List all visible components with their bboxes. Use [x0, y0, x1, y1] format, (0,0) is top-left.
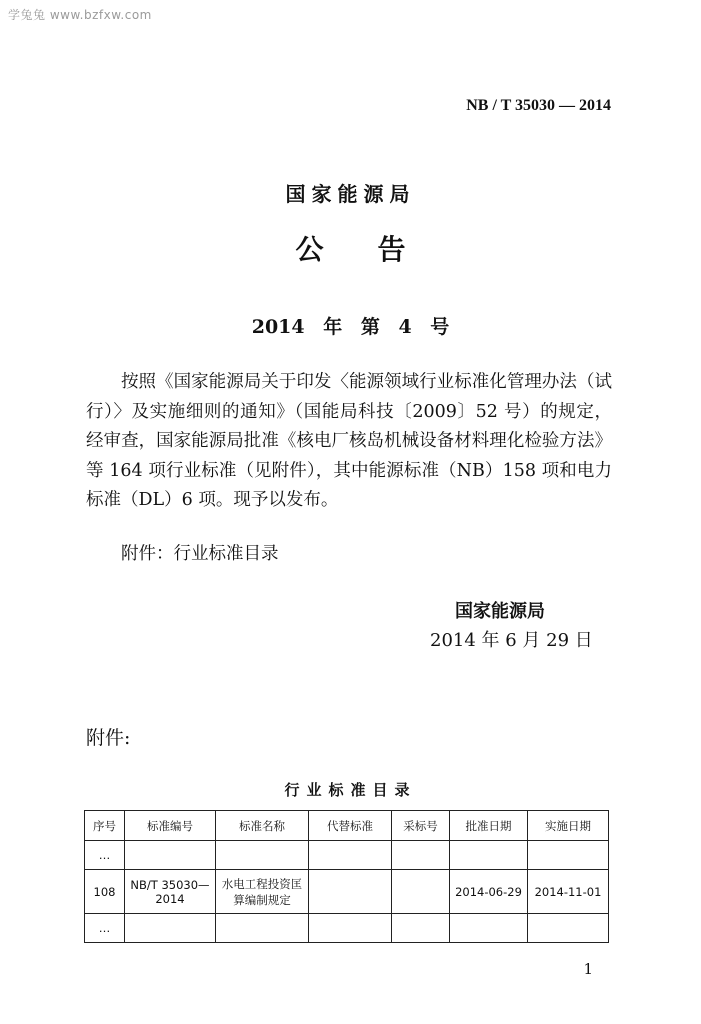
cell-name [216, 841, 309, 870]
table-title: 行业标准目录 [284, 781, 417, 799]
cell-code [125, 914, 216, 943]
col-header-name: 标准名称 [216, 811, 309, 841]
attachment-heading: 附件: [86, 727, 131, 749]
table-header-row [85, 811, 609, 841]
notice-number: 2014 年 第 4 号 [251, 316, 450, 338]
cell-replaces [309, 841, 392, 870]
cell-approval-date: 2014-06-29 [450, 870, 528, 914]
cell-replaces [309, 914, 392, 943]
signature-org: 国家能源局 [455, 601, 545, 622]
page-number: 1 [583, 960, 593, 978]
table-row [85, 914, 609, 943]
notice-title: 公告 [295, 233, 460, 266]
issuer-title: 国家能源局 [285, 182, 416, 206]
standards-table [84, 810, 609, 943]
cell-effective-date: 2014-11-01 [528, 870, 609, 914]
table-row [85, 870, 609, 914]
cell-code [125, 841, 216, 870]
standard-code: NB / T 35030 — 2014 [466, 97, 611, 114]
cell-approval-date [450, 914, 528, 943]
cell-name: 水电工程投资匡算编制规定 [216, 870, 309, 914]
table-row [85, 841, 609, 870]
col-header-replaces: 代替标准 [309, 811, 392, 841]
cell-seq: 108 [85, 870, 125, 914]
attachment-line: 附件：行业标准目录 [121, 544, 279, 564]
cell-effective-date [528, 914, 609, 943]
watermark: 学兔兔 www.bzfxw.com [8, 8, 152, 22]
cell-adopted [392, 870, 450, 914]
col-header-effective-date: 实施日期 [528, 811, 609, 841]
cell-adopted [392, 914, 450, 943]
signature-date: 2014 年 6 月 29 日 [430, 630, 593, 651]
col-header-code: 标准编号 [125, 811, 216, 841]
notice-body: 按照《国家能源局关于印发〈能源领域行业标准化管理办法（试行）〉及实施细则的通知》（国能局科技〔2009〕52 号）的规定，经审查，国家能源局批准《核电厂核岛机械设备材料理化检验方法》等 164 项行业标准（见附件），其中能源标准（NB）158 项和电力标准（DL）6 项。现予以发布。 [86, 372, 612, 510]
cell-name [216, 914, 309, 943]
col-header-adopted: 采标号 [392, 811, 450, 841]
cell-code: NB/T 35030—2014 [125, 870, 216, 914]
cell-approval-date [450, 841, 528, 870]
cell-effective-date [528, 841, 609, 870]
col-header-approval-date: 批准日期 [450, 811, 528, 841]
cell-seq: … [85, 841, 125, 870]
cell-replaces [309, 870, 392, 914]
cell-seq: … [85, 914, 125, 943]
col-header-seq: 序号 [85, 811, 125, 841]
cell-adopted [392, 841, 450, 870]
